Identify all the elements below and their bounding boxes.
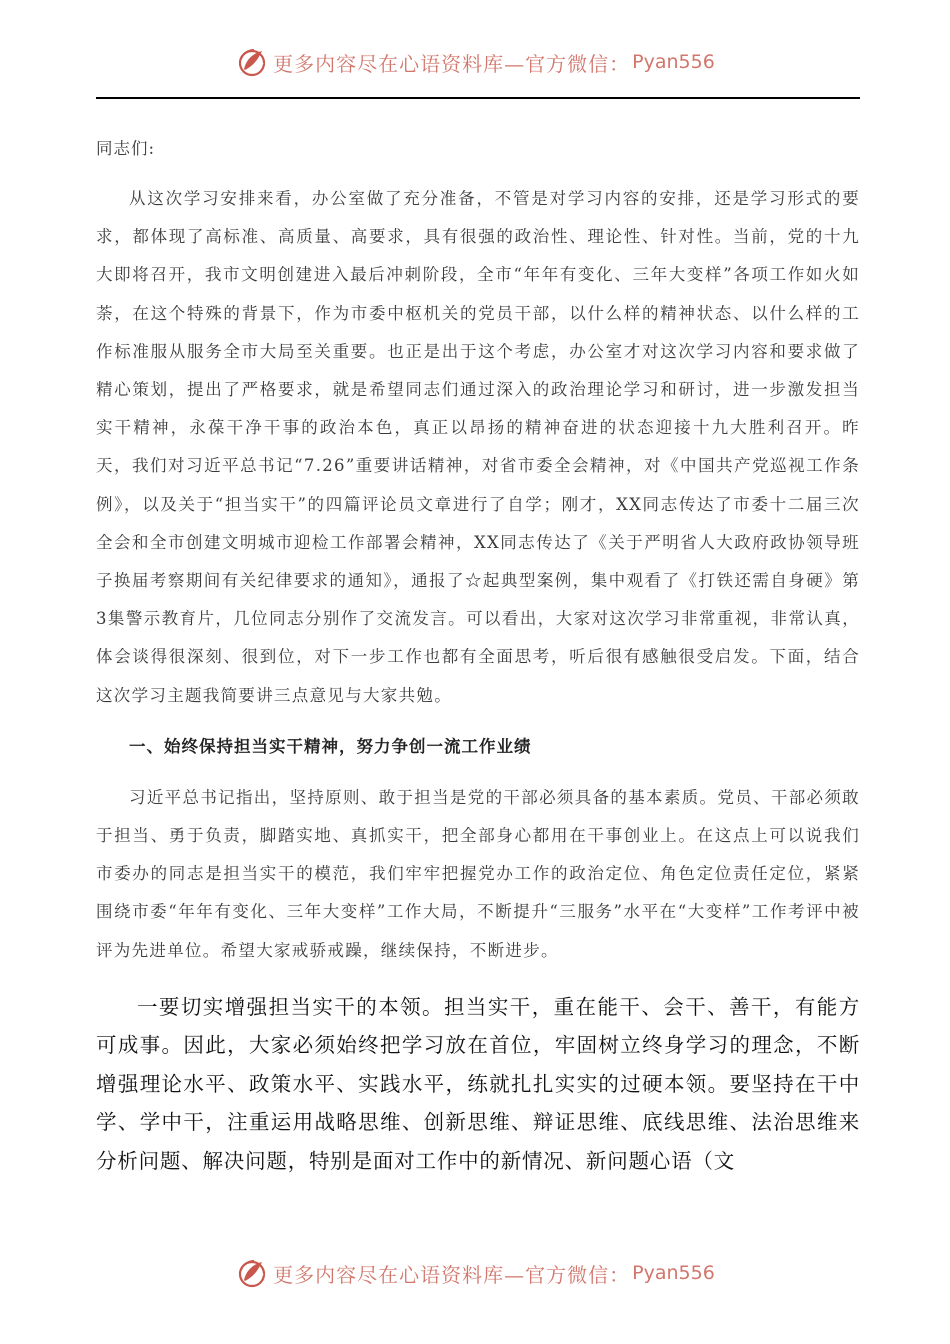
point-one-paragraph: 一要切实增强担当实干的本领。担当实干，重在能干、会干、善干，有能方可成事。因此，大家必须始终把学习放在首位，牢固树立终身学习的理念，不断增强理论水平、政策水平、实践水平，练就扎扎实实的过硬本领。要坚持在干中学、学中干，注重运用战略思维、创新思维、辩证思维、底线思维、法治思维来分析问题、解决问题，特别是面对工作中的新情况、新问题心语（文: [96, 994, 860, 1173]
salutation: 同志们:: [96, 139, 156, 158]
leaf-swirl-logo-icon: [235, 45, 269, 79]
header-divider: [96, 97, 860, 99]
footer-watermark-banner: [0, 1253, 950, 1293]
section-heading: 一、始终保持担当实干精神，努力争创一流工作业绩: [129, 736, 532, 756]
intro-paragraph: 从这次学习安排来看，办公室做了充分准备，不管是对学习内容的安排，还是学习形式的要求，都体现了高标准、高质量、高要求，具有很强的政治性、理论性、针对性。当前，党的十九大即将召开，我市文明创建进入最后冲刺阶段，全市“年年有变化、三年大变样”各项工作如火如荼，在这个特殊的背景下，作为市委中枢机关的党员干部，以什么样的精神状态、以什么样的工作标准服从服务全市大局至关重要。也正是出于这个考虑，办公室才对这次学习内容和要求做了精心策划，提出了严格要求，就是希望同志们通过深入的政治理论学习和研讨，进一步激发担当实干精神，永葆干净干事的政治本色，真正以昂扬的精神奋进的状态迎接十九大胜利召开。昨天，我们对习近平总书记“7.26”重要讲话精神，对省市委全会精神，对《中国共产党巡视工作条例》，以及关于“担当实干”的四篇评论员文章进行了自学；刚才，XX同志传达了市委十二届三次全会和全市创建文明城市迎检工作部署会精神，XX同志传达了《关于严明省人大政府政协领导班子换届考察期间有关纪律要求的通知》，通报了☆起典型案例，集中观看了《打铁还需自身硬》第3集警示教育片，几位同志分别作了交流发言。可以看出，大家对这次学习非常重视，非常认真，体会谈得很深刻、很到位，对下一步工作也都有全面思考，听后很有感触很受启发。下面，结合这次学习主题我简要讲三点意见与大家共勉。: [96, 189, 860, 705]
section-paragraph: 习近平总书记指出，坚持原则、敢于担当是党的干部必须具备的基本素质。党员、干部必须敢于担当、勇于负责，脚踏实地、真抓实干，把全部身心都用在干事创业上。在这点上可以说我们市委办的同志是担当实干的模范，我们牢牢把握党办工作的政治定位、角色定位责任定位，紧紧围绕市委“年年有变化、三年大变样”工作大局，不断提升“三服务”水平在“大变样”工作考评中被评为先进单位。希望大家戒骄戒躁，继续保持，不断进步。: [96, 787, 860, 960]
document-body: [96, 130, 860, 1180]
banner-text: 更多内容尽在心语资料库—官方微信：: [273, 51, 631, 76]
banner-text: 更多内容尽在心语资料库—官方微信：: [273, 1262, 631, 1287]
leaf-swirl-logo-icon: [235, 1256, 269, 1290]
banner-wechat-id: Pyan556: [632, 1262, 715, 1284]
header-watermark-banner: [0, 42, 950, 82]
banner-wechat-id: Pyan556: [632, 51, 715, 73]
